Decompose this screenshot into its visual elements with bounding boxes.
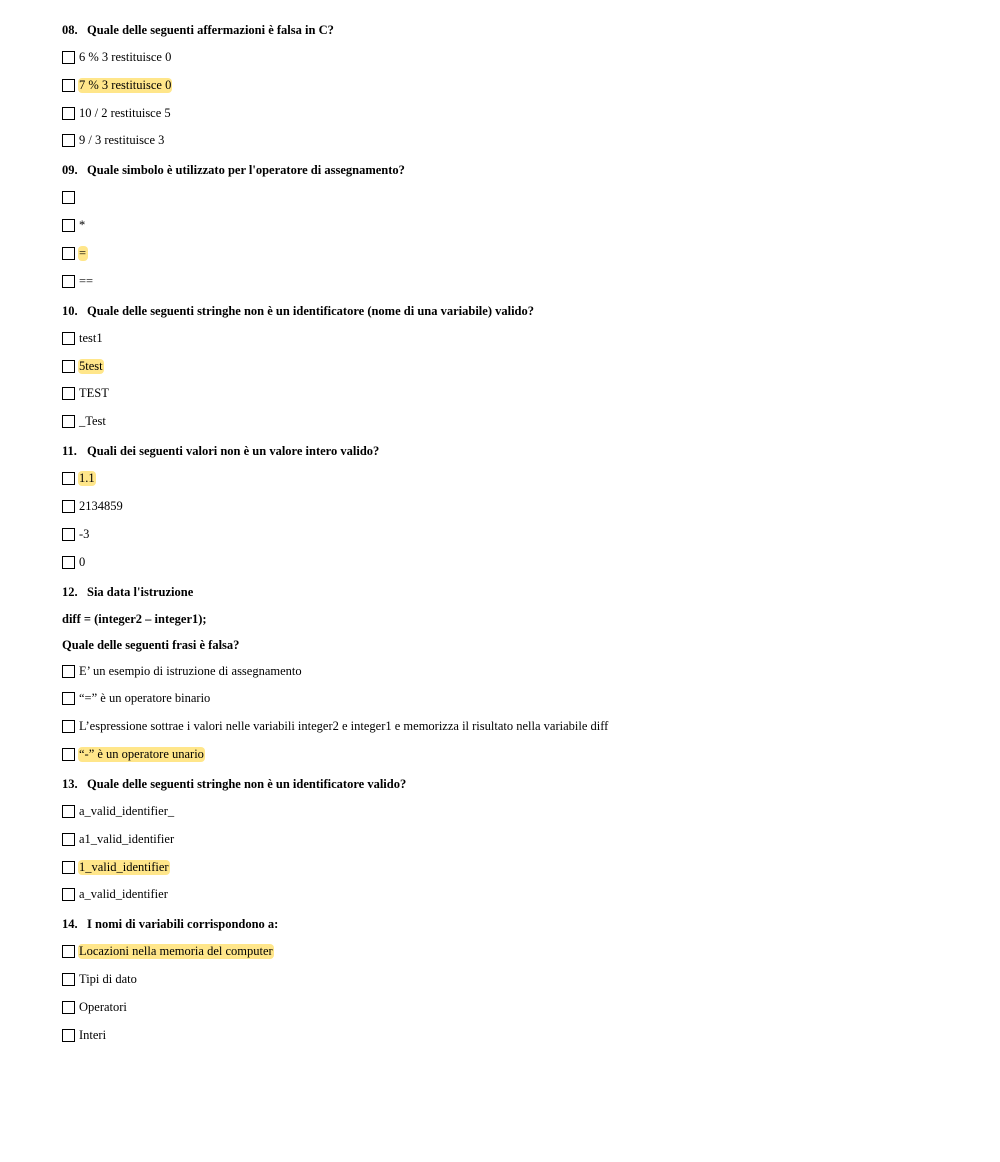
question-number: 13. — [62, 776, 78, 791]
answer-option[interactable] — [62, 803, 962, 820]
question-title: Quale delle seguenti stringhe non è un identificatore (nome di una variabile) valido? — [87, 303, 535, 318]
answer-option[interactable] — [62, 971, 962, 988]
question-block — [62, 303, 962, 430]
answer-text: Interi — [79, 1027, 107, 1042]
answer-text: a_valid_identifier_ — [79, 803, 175, 818]
answer-checkbox[interactable] — [62, 720, 75, 733]
question-block — [62, 584, 962, 763]
answer-checkbox[interactable] — [62, 861, 75, 874]
answer-text: “=” è un operatore binario — [79, 691, 211, 706]
question-number: 12. — [62, 584, 78, 599]
answer-text-highlighted: 5test — [79, 358, 103, 373]
answer-checkbox[interactable] — [62, 833, 75, 846]
answer-checkbox[interactable] — [62, 500, 75, 513]
answer-checkbox[interactable] — [62, 79, 75, 92]
answer-checkbox[interactable] — [62, 748, 75, 761]
answer-option[interactable] — [62, 132, 962, 149]
answer-checkbox[interactable] — [62, 1029, 75, 1042]
answer-option[interactable] — [62, 77, 962, 94]
answer-option[interactable] — [62, 217, 962, 234]
question-heading — [62, 584, 962, 601]
answer-option[interactable] — [62, 385, 962, 402]
answer-option[interactable] — [62, 831, 962, 848]
answer-option[interactable] — [62, 526, 962, 543]
question-block — [62, 22, 962, 149]
answer-text: Tipi di dato — [79, 972, 137, 987]
question-title: Quali dei seguenti valori non è un valore intero valido? — [87, 444, 380, 459]
answer-checkbox[interactable] — [62, 1001, 75, 1014]
answer-option[interactable] — [62, 330, 962, 347]
question-title: I nomi di variabili corrispondono a: — [87, 917, 279, 932]
question-number: 09. — [62, 163, 78, 178]
answer-text: == — [79, 273, 94, 288]
answer-option[interactable] — [62, 49, 962, 66]
answer-option[interactable] — [62, 943, 962, 960]
question-block — [62, 443, 962, 570]
answer-option[interactable] — [62, 746, 962, 763]
answer-checkbox[interactable] — [62, 332, 75, 345]
question-text-line: diff = (integer2 – integer1); — [62, 611, 207, 626]
question-heading — [62, 303, 962, 320]
answer-checkbox[interactable] — [62, 360, 75, 373]
answer-text: TEST — [79, 386, 109, 401]
answer-checkbox[interactable] — [62, 191, 75, 204]
answer-text: 10 / 2 restituisce 5 — [79, 105, 171, 120]
question-number: 14. — [62, 917, 78, 932]
answer-option[interactable] — [62, 498, 962, 515]
answer-text: E’ un esempio di istruzione di assegnamento — [79, 663, 302, 678]
answer-checkbox[interactable] — [62, 275, 75, 288]
answer-checkbox[interactable] — [62, 945, 75, 958]
question-block — [62, 916, 962, 1043]
answer-text-highlighted: 7 % 3 restituisce 0 — [79, 77, 172, 92]
answer-checkbox[interactable] — [62, 387, 75, 400]
answer-text: Operatori — [79, 999, 127, 1014]
question-number: 10. — [62, 303, 78, 318]
question-heading — [62, 443, 962, 460]
answer-checkbox[interactable] — [62, 107, 75, 120]
answer-option[interactable] — [62, 999, 962, 1016]
question-title: Quale simbolo è utilizzato per l'operatore di assegnamento? — [87, 163, 405, 178]
question-text-line: Quale delle seguenti frasi è falsa? — [62, 637, 240, 652]
question-number: 11. — [62, 444, 77, 459]
answer-text: 6 % 3 restituisce 0 — [79, 50, 172, 64]
question-heading — [62, 22, 962, 39]
question-block — [62, 776, 962, 903]
answer-text: L’espressione sottrae i valori nelle variabili integer2 e integer1 e memorizza il risultato nella variabile diff — [79, 719, 609, 734]
answer-option[interactable] — [62, 886, 962, 903]
answer-checkbox[interactable] — [62, 528, 75, 541]
quiz-page — [62, 22, 962, 1057]
answer-checkbox[interactable] — [62, 247, 75, 260]
answer-checkbox[interactable] — [62, 888, 75, 901]
answer-text: a1_valid_identifier — [79, 831, 175, 846]
answer-checkbox[interactable] — [62, 134, 75, 147]
answer-text-highlighted: “-” è un operatore unario — [79, 746, 204, 761]
answer-option[interactable] — [62, 470, 962, 487]
question-heading — [62, 776, 962, 793]
answer-text-highlighted: Locazioni nella memoria del computer — [79, 944, 273, 959]
answer-text — [78, 190, 80, 205]
answer-checkbox[interactable] — [62, 415, 75, 428]
answer-option[interactable] — [62, 105, 962, 122]
answer-text: -3 — [79, 526, 90, 541]
question-heading — [62, 162, 962, 179]
question-title: Quale delle seguenti stringhe non è un identificatore valido? — [87, 776, 407, 791]
answer-checkbox[interactable] — [62, 973, 75, 986]
answer-checkbox[interactable] — [62, 556, 75, 569]
answer-option[interactable] — [62, 690, 962, 707]
answer-option[interactable] — [62, 554, 962, 571]
answer-text-highlighted: 1_valid_identifier — [79, 859, 169, 874]
answer-option[interactable] — [62, 413, 962, 430]
answer-checkbox[interactable] — [62, 472, 75, 485]
answer-checkbox[interactable] — [62, 805, 75, 818]
answer-checkbox[interactable] — [62, 219, 75, 232]
answer-checkbox[interactable] — [62, 665, 75, 678]
answer-option[interactable] — [62, 859, 962, 876]
question-title: Sia data l'istruzione — [87, 584, 194, 599]
answer-option[interactable] — [62, 245, 962, 262]
question-heading — [62, 916, 962, 933]
answer-text-highlighted: = — [79, 245, 87, 260]
answer-checkbox[interactable] — [62, 51, 75, 64]
answer-text: * — [79, 218, 86, 233]
question-block — [62, 162, 962, 289]
answer-text: a_valid_identifier — [79, 887, 168, 902]
answer-text: test1 — [79, 330, 103, 345]
answer-text: 2134859 — [79, 498, 123, 513]
answer-option[interactable] — [62, 358, 962, 375]
answer-checkbox[interactable] — [62, 692, 75, 705]
question-title: Quale delle seguenti affermazioni è falsa in C? — [87, 23, 334, 37]
answer-option[interactable] — [62, 718, 962, 735]
answer-option[interactable] — [62, 663, 962, 680]
answer-text: 9 / 3 restituisce 3 — [79, 133, 165, 148]
answer-text: 0 — [79, 554, 86, 569]
answer-option[interactable] — [62, 273, 962, 290]
answer-text-highlighted: 1.1 — [79, 471, 95, 486]
answer-option[interactable] — [62, 1027, 962, 1044]
question-number: 08. — [62, 23, 78, 37]
answer-option[interactable] — [62, 189, 962, 206]
answer-text: _Test — [79, 414, 106, 429]
